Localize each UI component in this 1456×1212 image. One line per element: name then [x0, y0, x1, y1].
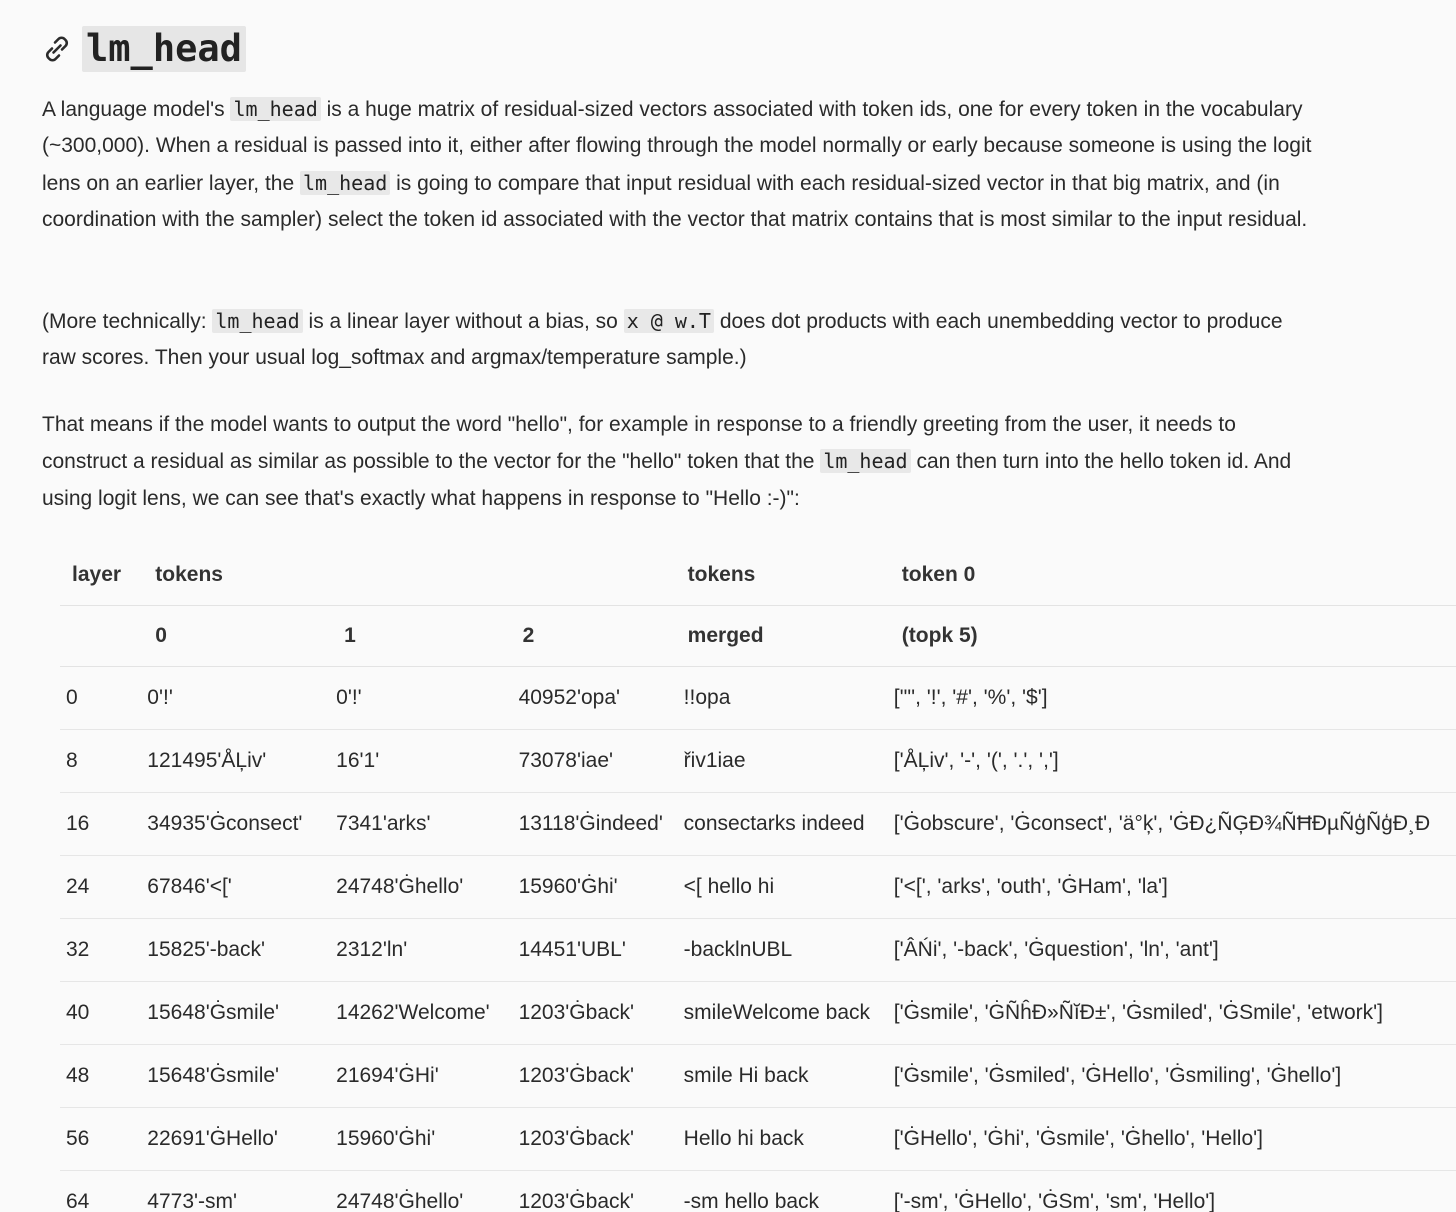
cell-topk: ['ÂŃi', '-back', 'Ġquestion', 'ln', 'ant'] — [888, 919, 1456, 982]
cell-token-2: 15960'Ġhi' — [513, 856, 678, 919]
cell-token-2: 14451'UBL' — [513, 919, 678, 982]
column-subheader-merged: merged — [678, 606, 888, 667]
logit-lens-table — [60, 545, 1456, 1212]
text-span: is a linear layer without a bias, so — [302, 310, 624, 333]
table-row — [60, 1108, 1456, 1171]
table-subheader-row — [60, 606, 1456, 667]
paragraph-lm-head-intro — [42, 91, 1322, 239]
cell-topk: ['-sm', 'ĠHello', 'ĠSm', 'sm', 'Hello'] — [888, 1171, 1456, 1212]
cell-token-2: 1203'Ġback' — [513, 982, 678, 1045]
cell-token-1: 0'!' — [330, 667, 512, 730]
cell-token-2: 73078'iae' — [513, 730, 678, 793]
cell-topk: ['Ġsmile', 'Ġsmiled', 'ĠHello', 'Ġsmiling', 'Ġhello'] — [888, 1045, 1456, 1108]
table-row — [60, 982, 1456, 1045]
cell-layer: 0 — [60, 667, 141, 730]
column-header-tokens: tokens — [141, 545, 330, 606]
inline-code: lm_head — [820, 449, 910, 473]
column-header-tokens-merged: tokens — [678, 545, 888, 606]
cell-merged: smileWelcome back — [678, 982, 888, 1045]
cell-token-0: 67846'<[' — [141, 856, 330, 919]
cell-layer: 48 — [60, 1045, 141, 1108]
cell-token-0: 15648'Ġsmile' — [141, 982, 330, 1045]
cell-token-1: 24748'Ġhello' — [330, 1171, 512, 1212]
cell-token-1: 21694'ĠHi' — [330, 1045, 512, 1108]
cell-layer: 64 — [60, 1171, 141, 1212]
cell-merged: <[ hello hi — [678, 856, 888, 919]
cell-layer: 32 — [60, 919, 141, 982]
cell-merged: -sm hello back — [678, 1171, 888, 1212]
logit-lens-table-wrapper — [60, 545, 1456, 1212]
table-row — [60, 1171, 1456, 1212]
paragraph-technical-note — [42, 303, 1322, 377]
cell-token-0: 15648'Ġsmile' — [141, 1045, 330, 1108]
table-row — [60, 1045, 1456, 1108]
text-span: can then turn into the hello token id. And using logit lens, we can see that's exactly what happens in response to "Hello :-)": — [42, 450, 1292, 510]
column-header-layer: layer — [60, 545, 141, 606]
cell-topk: ['"', '!', '#', '%', '$'] — [888, 667, 1456, 730]
cell-token-2: 1203'Ġback' — [513, 1108, 678, 1171]
column-header-blank — [330, 545, 512, 606]
table-header-row — [60, 545, 1456, 606]
cell-merged: Hello hi back — [678, 1108, 888, 1171]
cell-topk: ['Ġsmile', 'ĠÑĥÐ»ÑĭÐ±', 'Ġsmiled', 'ĠSmile', 'etwork'] — [888, 982, 1456, 1045]
cell-layer: 40 — [60, 982, 141, 1045]
cell-merged: -backlnUBL — [678, 919, 888, 982]
cell-token-0: 121495'ÅĻiv' — [141, 730, 330, 793]
cell-token-0: 22691'ĠHello' — [141, 1108, 330, 1171]
paragraph-hello-example — [42, 407, 1322, 517]
table-row — [60, 793, 1456, 856]
cell-token-0: 0'!' — [141, 667, 330, 730]
inline-code: lm_head — [212, 309, 302, 333]
cell-merged: !!opa — [678, 667, 888, 730]
cell-token-1: 2312'ln' — [330, 919, 512, 982]
column-subheader-token-1: 1 — [330, 606, 512, 667]
heading-code: lm_head — [82, 26, 246, 72]
section-heading — [40, 26, 246, 72]
cell-layer: 56 — [60, 1108, 141, 1171]
cell-token-2: 40952'opa' — [513, 667, 678, 730]
cell-merged: consectarks indeed — [678, 793, 888, 856]
text-span: A language model's — [42, 98, 231, 121]
column-header-blank — [513, 545, 678, 606]
cell-token-1: 15960'Ġhi' — [330, 1108, 512, 1171]
cell-layer: 24 — [60, 856, 141, 919]
cell-topk: ['Ġobscure', 'Ġconsect', 'ä°ķ', 'ĠÐ¿ÑĢÐ¾ÑĦÐµÑģÑģÐ¸Ð — [888, 793, 1456, 856]
cell-token-1: 14262'Welcome' — [330, 982, 512, 1045]
cell-layer: 8 — [60, 730, 141, 793]
text-span: is a huge matrix of residual-sized vectors associated with token ids, one for every token in the vocabulary (~300,000). When a residual is passed into it, either after flowing through the model normally or early because someone is using the logit lens on an earlier layer, the — [42, 98, 1312, 195]
cell-token-0: 15825'-back' — [141, 919, 330, 982]
table-row — [60, 919, 1456, 982]
link-icon[interactable] — [40, 32, 74, 66]
column-subheader-blank — [60, 606, 141, 667]
cell-token-1: 7341'arks' — [330, 793, 512, 856]
cell-token-2: 1203'Ġback' — [513, 1171, 678, 1212]
inline-code: x @ w.T — [624, 309, 714, 333]
text-span: That means if the model wants to output the word "hello", for example in response to a friendly greeting from the user, it needs to construct a residual as similar as possible to the vector for the "hello" token that the — [42, 413, 1236, 474]
column-header-token0: token 0 — [888, 545, 1456, 606]
cell-token-1: 16'1' — [330, 730, 512, 793]
table-row — [60, 856, 1456, 919]
cell-topk: ['<[', 'arks', 'outh', 'ĠHam', 'la'] — [888, 856, 1456, 919]
cell-topk: ['ÅĻiv', '-', '(', '.', ','] — [888, 730, 1456, 793]
cell-merged: řiv1iae — [678, 730, 888, 793]
inline-code: lm_head — [230, 97, 320, 121]
cell-token-0: 34935'Ġconsect' — [141, 793, 330, 856]
column-subheader-token-2: 2 — [513, 606, 678, 667]
table-row — [60, 730, 1456, 793]
cell-token-2: 13118'Ġindeed' — [513, 793, 678, 856]
column-subheader-token-0: 0 — [141, 606, 330, 667]
table-row — [60, 667, 1456, 730]
text-span: (More technically: — [42, 310, 213, 333]
text-span: does dot products with each unembedding vector to produce raw scores. Then your usual log_softmax and argmax/temperature sample.) — [42, 310, 1283, 370]
column-subheader-topk: (topk 5) — [888, 606, 1456, 667]
inline-code: lm_head — [300, 171, 390, 195]
cell-topk: ['ĠHello', 'Ġhi', 'Ġsmile', 'Ġhello', 'Hello'] — [888, 1108, 1456, 1171]
cell-merged: smile Hi back — [678, 1045, 888, 1108]
cell-token-0: 4773'-sm' — [141, 1171, 330, 1212]
cell-layer: 16 — [60, 793, 141, 856]
cell-token-1: 24748'Ġhello' — [330, 856, 512, 919]
cell-token-2: 1203'Ġback' — [513, 1045, 678, 1108]
text-span: is going to compare that input residual with each residual-sized vector in that big matrix, and (in coordination with the sampler) select the token id associated with the vector that matrix contains that is most similar to the input residual. — [42, 171, 1308, 232]
